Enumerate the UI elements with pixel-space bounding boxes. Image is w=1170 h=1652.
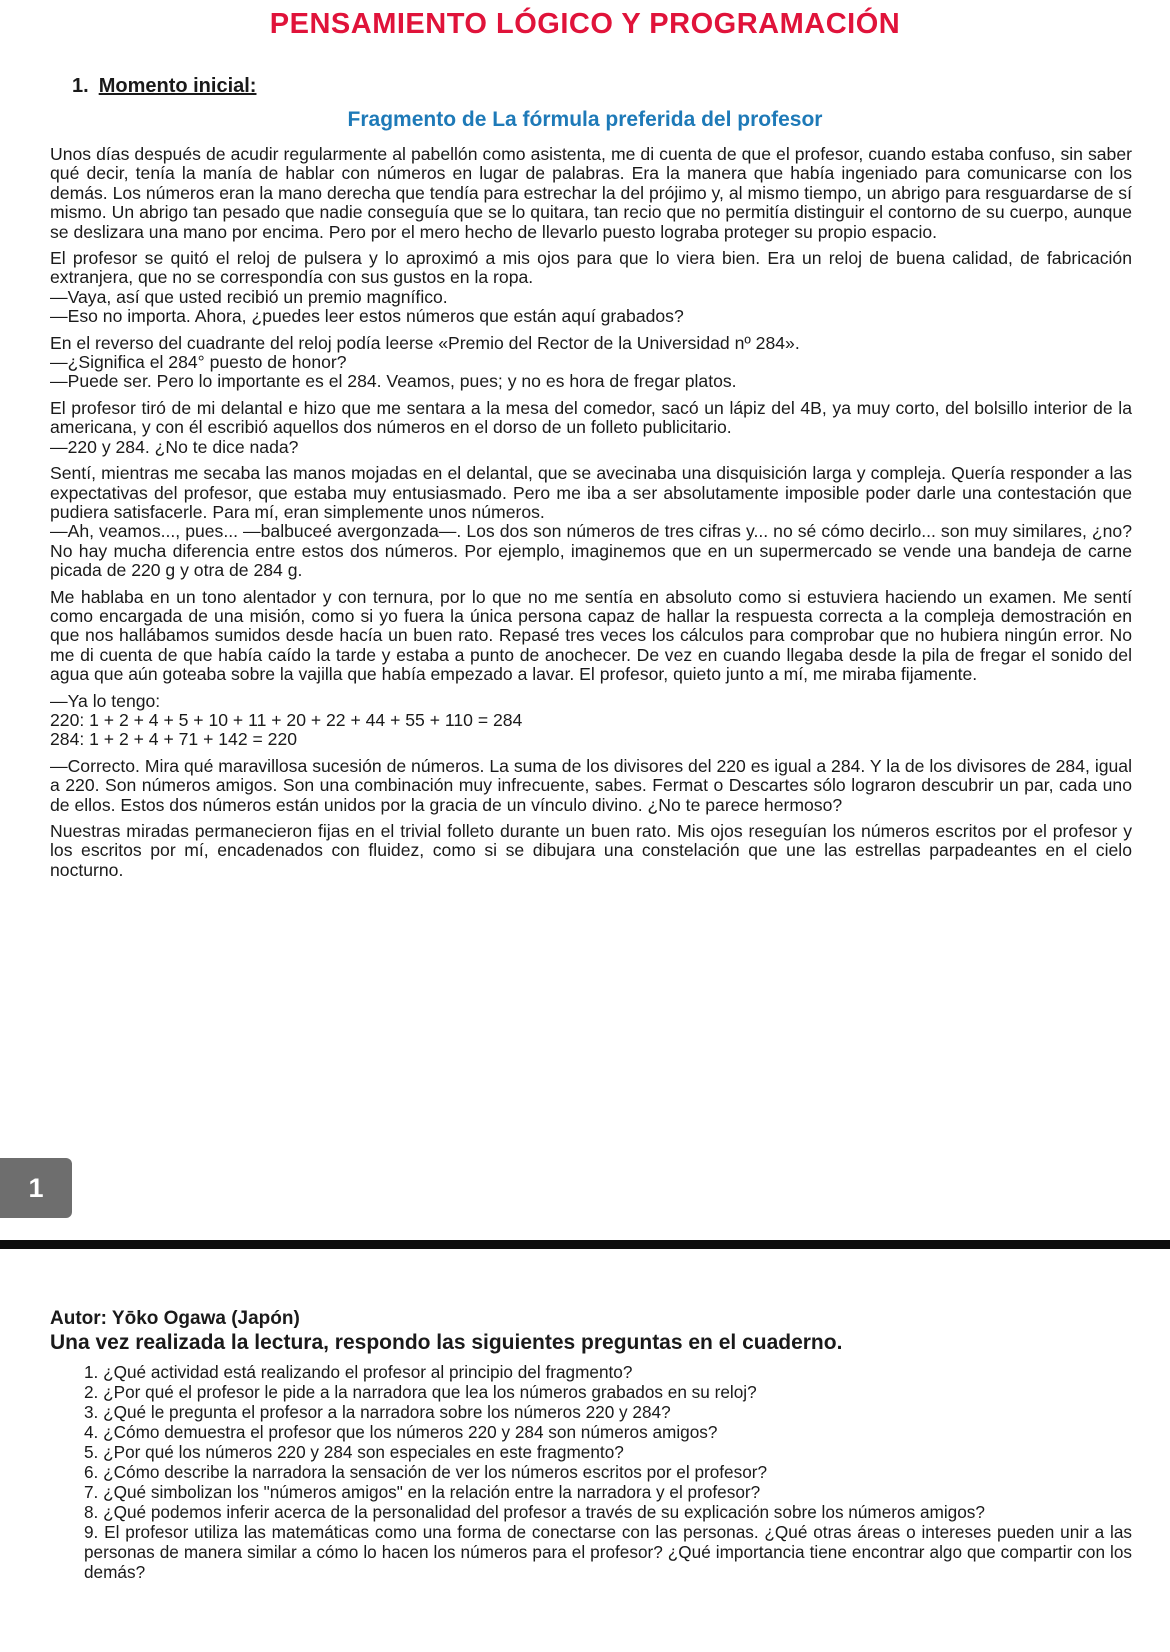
- dialogue-line: —Eso no importa. Ahora, ¿puedes leer estos números que están aquí grabados?: [50, 306, 684, 327]
- question-item: 6. ¿Cómo describe la narradora la sensación de ver los números escritos por el profesor?: [84, 1462, 768, 1482]
- section-divider: [0, 1240, 1170, 1249]
- section-label: Momento inicial:: [98, 75, 257, 97]
- question-list: [50, 1362, 1132, 1582]
- dialogue-line: —¿Significa el 284° puesto de honor?: [50, 352, 347, 373]
- reading-text: [50, 145, 1132, 887]
- dialogue-line: —Ya lo tengo:: [50, 690, 161, 711]
- question-item: 8. ¿Qué podemos inferir acerca de la personalidad del profesor a través de su explicación sobre los números amigos?: [84, 1502, 985, 1522]
- question-item: 1. ¿Qué actividad está realizando el profesor al principio del fragmento?: [84, 1362, 633, 1382]
- question-item: 7. ¿Qué simbolizan los "números amigos" en la relación entre la narradora y el profesor?: [84, 1482, 761, 1502]
- question-item: 4. ¿Cómo demuestra el profesor que los números 220 y 284 son números amigos?: [84, 1422, 718, 1442]
- dialogue-line: —Puede ser. Pero lo importante es el 284. Veamos, pues; y no es hora de fregar platos.: [50, 371, 737, 392]
- question-item: 5. ¿Por qué los números 220 y 284 son especiales en este fragmento?: [84, 1442, 624, 1462]
- dialogue-line: —Ah, veamos..., pues... —balbuceé avergonzada—. Los dos son números de tres cifras y... no sé cómo decirlo... son muy similares, ¿no? No hay mucha diferencia entre estos dos números. Por ejemplo, imaginemos que en un supermercado se vende una bandeja de carne picada de 220 g y otra de 284 g.: [50, 521, 1132, 581]
- dialogue-line: —220 y 284. ¿No te dice nada?: [50, 436, 299, 457]
- paragraph: Sentí, mientras me secaba las manos mojadas en el delantal, que se avecinaba una disquisición larga y compleja. Quería responder a las expectativas del profesor, que estaba muy entusiasmado. Pero me iba a ser absolutamente imposible poder darle una contestación que pudiera satisfacerle. Para mí, eran simplemente unos números.: [50, 463, 1132, 522]
- paragraph: El profesor se quitó el reloj de pulsera y lo aproximó a mis ojos para que lo viera bien. Era un reloj de buena calidad, de fabricación extranjera, que no se correspondía con sus gustos en la ropa.: [50, 248, 1132, 288]
- equation-220: 220: 1 + 2 + 4 + 5 + 10 + 11 + 20 + 22 + 44 + 55 + 110 = 284: [50, 709, 523, 730]
- paragraph: En el reverso del cuadrante del reloj podía leerse «Premio del Rector de la Universidad nº 284».: [50, 332, 800, 353]
- paragraph: Unos días después de acudir regularmente al pabellón como asistenta, me di cuenta de que el profesor, cuando estaba confuso, sin saber qué decir, tenía la manía de hablar con números en lugar de palabras. Era la manera que había ingeniado para comunicarse con los demás. Los números eran la mano derecha que tendía para estrechar la del prójimo y, al mismo tiempo, un abrigo para resguardarse de sí mismo. Un abrigo tan pesado que nadie conseguía que se lo quitara, tan recio que no permitía distinguir el contorno de su cuerpo, aunque se deslizara una mano por encima. Pero por el mero hecho de llevarlo puesto lograba proteger su propio espacio.: [50, 144, 1132, 242]
- dialogue-line: —Correcto. Mira qué maravillosa sucesión de números. La suma de los divisores del 220 es igual a 284. Y la de los divisores de 284, igual a 220. Son números amigos. Son una combinación muy infrecuente, sabes. Fermat o Descartes sólo lograron descubrir un par, cada uno de ellos. Estos dos números están unidos por la gracia de un vínculo divino. ¿No te parece hermoso?: [50, 755, 1132, 815]
- page-title: PENSAMIENTO LÓGICO Y PROGRAMACIÓN: [269, 8, 901, 40]
- fragment-title: Fragmento de La fórmula preferida del profesor: [347, 108, 823, 131]
- question-item: 3. ¿Qué le pregunta el profesor a la narradora sobre los números 220 y 284?: [84, 1402, 671, 1422]
- question-item: 2. ¿Por qué el profesor le pide a la narradora que lea los números grabados en su reloj?: [84, 1382, 757, 1402]
- paragraph: Nuestras miradas permanecieron fijas en el trivial folleto durante un buen rato. Mis ojos reseguían los números escritos por el profesor y los escritos por mí, encadenados con fluidez, como si se dibujara una constelación que une las estrellas parpadeantes en el cielo nocturno.: [50, 821, 1132, 880]
- dialogue-line: —Vaya, así que usted recibió un premio magnífico.: [50, 286, 448, 307]
- instruction-heading: Una vez realizada la lectura, respondo las siguientes preguntas en el cuaderno.: [50, 1331, 843, 1354]
- author-line: Autor: Yōko Ogawa (Japón): [50, 1308, 300, 1329]
- section-heading: [72, 75, 256, 98]
- equation-284: 284: 1 + 2 + 4 + 71 + 142 = 220: [50, 729, 298, 750]
- paragraph: Me hablaba en un tono alentador y con ternura, por lo que no me sentía en absoluto como si estuviera haciendo un examen. Me sentí como encargada de una misión, como si yo fuera la única persona capaz de hallar la respuesta correcta a la compleja demostración en que nos hallábamos sumidos desde hacía un buen rato. Repasé tres veces los cálculos para comprobar que no hubiera ningún error. No me di cuenta de que había caído la tarde y estaba a punto de anochecer. De vez en cuando llegaba desde la pila de fregar el sonido del agua que aún goteaba sobre la vajilla que había empezado a lavar. El profesor, quieto junto a mí, me miraba fijamente.: [50, 586, 1132, 685]
- paragraph: El profesor tiró de mi delantal e hizo que me sentara a la mesa del comedor, sacó un lápiz del 4B, ya muy corto, del bolsillo interior de la americana, y con él escribió aquellos dos números en el dorso de un folleto publicitario.: [50, 397, 1132, 438]
- section-number: 1.: [72, 75, 89, 97]
- question-item: 9. El profesor utiliza las matemáticas como una forma de conectarse con las personas. ¿Qué otras áreas o intereses pueden unir a las personas de manera similar a cómo lo hacen los números para el profesor? ¿Qué importancia tiene encontrar algo que compartir con los demás?: [84, 1522, 1132, 1582]
- page-number-badge: 1: [0, 1158, 72, 1218]
